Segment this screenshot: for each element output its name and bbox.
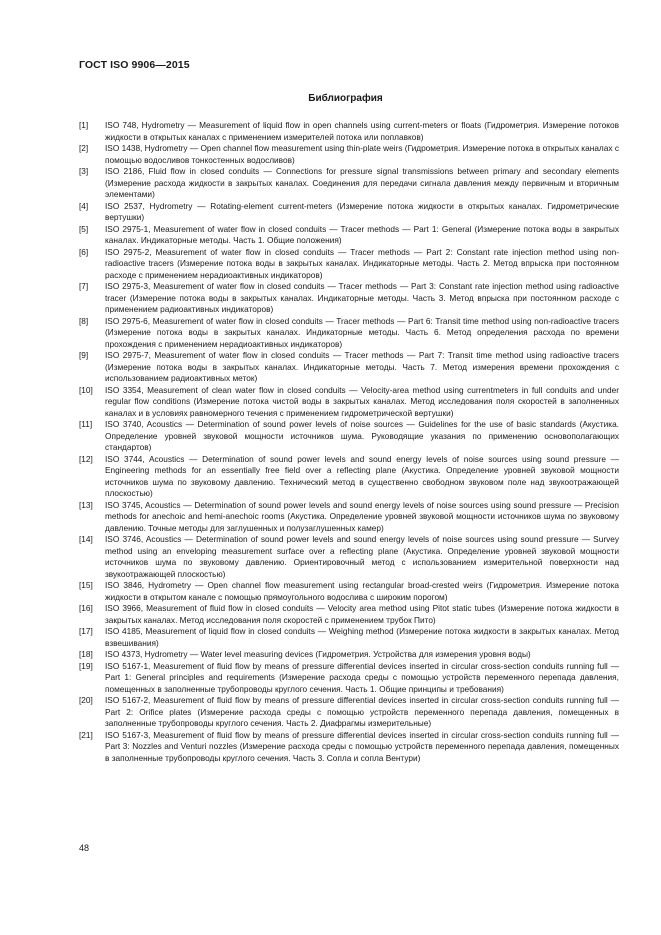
reference-number: [12]	[79, 453, 93, 464]
reference-text: ISO 3745, Acoustics — Determination of sound power levels and sound energy levels of noise sources using sound pressure — Precision methods for anechoic and hemi-anechoic rooms (Акустика. Определение уровней звуковой мощности источников шума по звуковому давлению. Точные методы для заглушенных и полузаглушенных камер)	[105, 499, 619, 533]
page-number: 48	[79, 843, 90, 853]
reference-item	[79, 419, 619, 454]
reference-number: [9]	[79, 350, 89, 360]
reference-item	[79, 730, 619, 765]
reference-text: ISO 5167-3, Measurement of fluid flow by means of pressure differential devices inserted in circular cross-section conduits running full — Part 3: Nozzles and Venturi nozzles (Измерение расхода среды с помощью устройств переменного перепада давления, помещенных в заполненные трубопроводы круглого сечения. Часть 3. Сопла и сопла Вентури)	[105, 729, 619, 763]
reference-number: [5]	[79, 223, 89, 234]
reference-number: [21]	[79, 729, 93, 740]
document-header: ГОСТ ISO 9906—2015	[79, 59, 190, 71]
reference-number: [15]	[79, 580, 93, 590]
reference-number: [19]	[79, 660, 93, 671]
page-title: Библиография	[308, 93, 383, 104]
reference-item	[79, 166, 619, 201]
reference-item	[79, 316, 619, 351]
reference-text: ISO 2537, Hydrometry — Rotating-element current-meters (Измерение потока жидкости в открытых каналах. Гидрометрические вертушки)	[105, 200, 619, 222]
reference-number: [11]	[79, 419, 93, 429]
reference-number: [7]	[79, 281, 89, 291]
reference-number: [4]	[79, 200, 89, 211]
reference-text: ISO 2975-6, Measurement of water flow in closed conduits — Tracer methods — Part 6: Transit time method using non-radioactive tracers (Измерение потока воды в закрытых каналах. Индикаторные методы. Часть 6. Метод определения расхода по времени прохождения с применением нерадиоактивных индикаторов)	[105, 315, 619, 349]
reference-item	[79, 649, 619, 661]
reference-item	[79, 385, 619, 420]
reference-number: [3]	[79, 166, 89, 176]
reference-item	[79, 143, 619, 166]
reference-item	[79, 661, 619, 696]
reference-item	[79, 626, 619, 649]
reference-text: ISO 3966, Measurement of fluid flow in closed conduits — Velocity area method using Pitot static tubes (Измерение потока жидкости в закрытых каналах. Метод исследования поля скоростей с применением трубок Пито)	[105, 603, 619, 625]
reference-text: ISO 3740, Acoustics — Determination of sound power levels of noise sources — Guidelines for the use of basic standards (Акустика. Определение уровней звуковой мощности источников шума. Руководящие указания по применению основополагающих стандартов)	[105, 419, 619, 452]
reference-text: ISO 4185, Measurement of liquid flow in closed conduits — Weighing method (Измерение потока жидкости в закрытых каналах. Метод взвешивания)	[105, 626, 619, 648]
reference-number: [16]	[79, 603, 93, 613]
reference-number: [20]	[79, 695, 93, 705]
reference-text: ISO 2186, Fluid flow in closed conduits — Connections for pressure signal transmissions between primary and secondary elements (Измерение расхода жидкости в закрытых каналах. Соединения для передачи сигнала давления между первичным и вторичным элементами)	[105, 166, 619, 199]
reference-number: [17]	[79, 626, 93, 636]
reference-text: ISO 748, Hydrometry — Measurement of liquid flow in open channels using current-meters or floats (Гидрометрия. Измерение потоков жидкости в открытых каналах с применением измерителей потока или поплавков)	[105, 120, 619, 142]
reference-number: [14]	[79, 534, 93, 544]
reference-text: ISO 3746, Acoustics — Determination of sound power levels and sound energy levels of noise sources using sound pressure — Survey method using an enveloping measurement surface over a reflecting plane (Акустика. Определение уровней звуковой мощности источников шума по звуковому давлению. Ориентировочный метод с использованием измерительной поверхности над звукоотражающей плоскостью)	[105, 534, 619, 579]
reference-item	[79, 281, 619, 316]
reference-number: [13]	[79, 499, 93, 510]
reference-item	[79, 350, 619, 385]
reference-item	[79, 695, 619, 730]
reference-item	[79, 201, 619, 224]
reference-text: ISO 2975-2, Measurement of water flow in closed conduits — Tracer methods — Part 2: Constant rate injection method using non-radioactive tracers (Измерение потока воды в закрытых каналах. Индикаторные методы. Часть 2. Метод впрыска при постоянном расходе с применением нерадиоактивных индикаторов)	[105, 246, 619, 280]
reference-item	[79, 224, 619, 247]
reference-text: ISO 5167-1, Measurement of fluid flow by means of pressure differential devices inserted in circular cross-section conduits running full — Part 1: General principles and requirements (Измерение расхода среды с помощью устройств переменного перепада давления, помещенных в заполненные трубопроводы круглого сечения. Часть 1. Общие принципы и требования)	[105, 660, 619, 694]
reference-text: ISO 5167-2, Measurement of fluid flow by means of pressure differential devices inserted in circular cross-section conduits running full — Part 2: Orifice plates (Измерение расхода среды с помощью устройств переменного перепада давления, помещенных в заполненные трубопроводы круглого сечения. Часть 2. Диафрагмы измерительные)	[105, 695, 619, 728]
reference-item	[79, 603, 619, 626]
reference-number: [1]	[79, 120, 89, 130]
reference-text: ISO 3354, Measurement of clean water flow in closed conduits — Velocity-area method using currentmeters in full conduits and under regular flow conditions (Измерение потока чистой воды в закрытых каналах. Метод исследования поля скоростей в заполненных каналах и в условиях равномерного течения с применением гидрометрической вертушки)	[105, 384, 619, 418]
reference-text: ISO 3744, Acoustics — Determination of sound power levels and sound energy levels of noise sources using sound pressure — Engineering methods for an essentially free field over a reflecting plane (Акустика. Определение уровней звуковой мощности источников шума по звуковому давлению. Технический метод в существенно свободном звуковом поле над звукоотражающей плоскостью)	[105, 453, 619, 498]
reference-item	[79, 500, 619, 535]
reference-text: ISO 2975-1, Measurement of water flow in closed conduits — Tracer methods — Part 1: General (Измерение потока воды в закрытых каналах. Индикаторные методы. Часть 1. Общие положения)	[105, 223, 619, 245]
reference-number: [10]	[79, 384, 93, 395]
reference-item	[79, 454, 619, 500]
reference-text: ISO 3846, Hydrometry — Open channel flow measurement using rectangular broad-crested weirs (Гидрометрия. Измерение потока жидкости в открытом канале с помощью прямоугольного водослива с широким порогом)	[105, 580, 619, 602]
reference-number: [18]	[79, 649, 93, 659]
reference-number: [8]	[79, 315, 89, 326]
reference-number: [2]	[79, 143, 89, 153]
reference-item	[79, 580, 619, 603]
reference-text: ISO 4373, Hydrometry — Water level measuring devices (Гидрометрия. Устройства для измерения уровня воды)	[105, 649, 531, 659]
reference-text: ISO 2975-7, Measurement of water flow in closed conduits — Tracer methods — Part 7: Transit time method using radioactive tracers (Измерение потока воды в закрытых каналах. Индикаторные методы. Часть 7. Метод измерения времени прохождения с использованием радиоактивных меток)	[105, 350, 619, 383]
reference-text: ISO 2975-3, Measurement of water flow in closed conduits — Tracer methods — Part 3: Constant rate injection method using radioactive tracer (Измерение потока воды в закрытых каналах. Индикаторные методы. Часть 3. Метод впрыска при постоянном расходе с применением радиоактивных индикаторов)	[105, 281, 619, 314]
bibliography-list	[79, 120, 619, 764]
reference-text: ISO 1438, Hydrometry — Open channel flow measurement using thin-plate weirs (Гидрометрия. Измерение потока в открытых каналах с помощью водосливов тонкостенных водосливов)	[105, 143, 619, 165]
reference-item	[79, 534, 619, 580]
reference-item	[79, 120, 619, 143]
reference-number: [6]	[79, 246, 89, 257]
reference-item	[79, 247, 619, 282]
